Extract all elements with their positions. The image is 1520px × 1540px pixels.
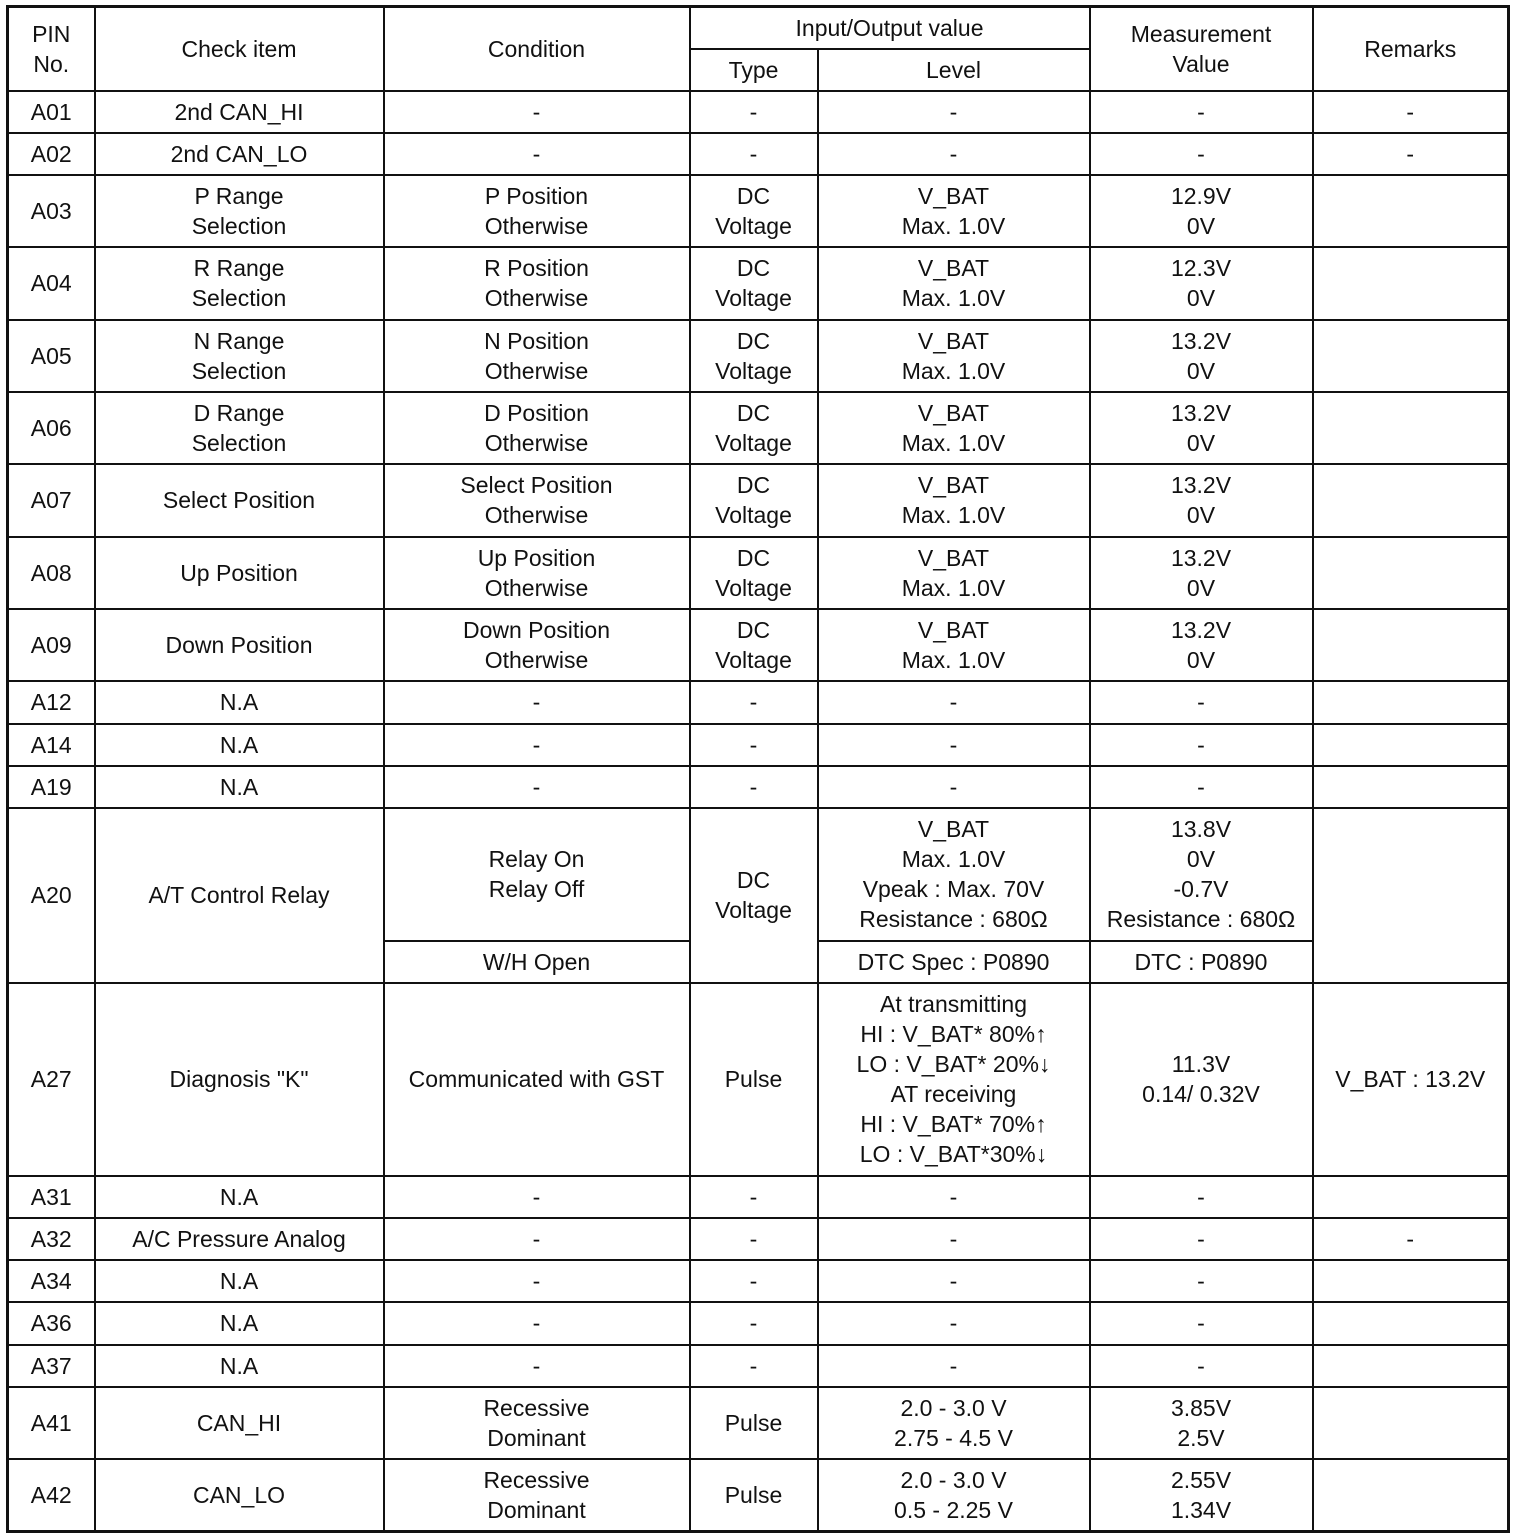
level-cell: - <box>818 1260 1090 1302</box>
measurement-cell: - <box>1090 1176 1313 1218</box>
check-item-cell: CAN_HI <box>95 1387 384 1459</box>
condition-cell: - <box>384 681 690 723</box>
condition-cell: - <box>384 1218 690 1260</box>
measurement-cell: 11.3V 0.14/ 0.32V <box>1090 983 1313 1176</box>
table-row <box>8 1345 1509 1387</box>
measurement-cell: 13.2V 0V <box>1090 609 1313 681</box>
type-cell: DC Voltage <box>690 808 818 983</box>
table-row <box>8 681 1509 723</box>
measurement-cell: 13.8V 0V -0.7V Resistance : 680Ω <box>1090 808 1313 941</box>
remarks-cell <box>1313 1387 1509 1459</box>
header-io-value: Input/Output value <box>690 7 1090 49</box>
remarks-cell <box>1313 609 1509 681</box>
level-cell: 2.0 - 3.0 V 2.75 - 4.5 V <box>818 1387 1090 1459</box>
remarks-cell <box>1313 247 1509 319</box>
remarks-cell <box>1313 681 1509 723</box>
check-item-cell: P Range Selection <box>95 175 384 247</box>
level-cell: - <box>818 1345 1090 1387</box>
remarks-cell: - <box>1313 1218 1509 1260</box>
check-item-cell: N.A <box>95 724 384 766</box>
condition-cell: W/H Open <box>384 941 690 983</box>
check-item-cell: R Range Selection <box>95 247 384 319</box>
level-cell: - <box>818 133 1090 175</box>
check-item-cell: D Range Selection <box>95 392 384 464</box>
type-cell: - <box>690 1345 818 1387</box>
pin-cell: A12 <box>8 681 95 723</box>
remarks-cell <box>1313 392 1509 464</box>
remarks-cell <box>1313 1459 1509 1531</box>
measurement-cell: - <box>1090 1260 1313 1302</box>
measurement-cell: - <box>1090 1345 1313 1387</box>
remarks-cell <box>1313 724 1509 766</box>
pin-check-table <box>6 5 1510 1533</box>
measurement-cell: - <box>1090 1302 1313 1344</box>
condition-cell: Relay On Relay Off <box>384 808 690 941</box>
condition-cell: Up Position Otherwise <box>384 537 690 609</box>
table-row <box>8 766 1509 808</box>
level-cell: - <box>818 1176 1090 1218</box>
remarks-cell <box>1313 320 1509 392</box>
type-cell: DC Voltage <box>690 320 818 392</box>
header-condition: Condition <box>384 7 690 91</box>
check-item-cell: N.A <box>95 1345 384 1387</box>
table-row <box>8 91 1509 133</box>
pin-cell: A32 <box>8 1218 95 1260</box>
remarks-cell: V_BAT : 13.2V <box>1313 983 1509 1176</box>
pin-cell: A36 <box>8 1302 95 1344</box>
table-row <box>8 724 1509 766</box>
remarks-cell <box>1313 1345 1509 1387</box>
type-cell: - <box>690 1260 818 1302</box>
type-cell: DC Voltage <box>690 247 818 319</box>
remarks-cell <box>1313 537 1509 609</box>
condition-cell: R Position Otherwise <box>384 247 690 319</box>
level-cell: V_BAT Max. 1.0V <box>818 320 1090 392</box>
condition-cell: - <box>384 724 690 766</box>
condition-cell: - <box>384 91 690 133</box>
pin-cell: A09 <box>8 609 95 681</box>
type-cell: Pulse <box>690 983 818 1176</box>
remarks-cell <box>1313 1176 1509 1218</box>
type-cell: DC Voltage <box>690 464 818 536</box>
measurement-cell: 3.85V 2.5V <box>1090 1387 1313 1459</box>
measurement-cell: 12.9V 0V <box>1090 175 1313 247</box>
pin-cell: A41 <box>8 1387 95 1459</box>
remarks-cell <box>1313 808 1509 983</box>
check-item-cell: N.A <box>95 1302 384 1344</box>
header-type: Type <box>690 49 818 91</box>
level-cell: - <box>818 1302 1090 1344</box>
table-row <box>8 392 1509 464</box>
pin-cell: A14 <box>8 724 95 766</box>
measurement-cell: 13.2V 0V <box>1090 320 1313 392</box>
measurement-cell: - <box>1090 1218 1313 1260</box>
remarks-cell: - <box>1313 91 1509 133</box>
pin-cell: A02 <box>8 133 95 175</box>
type-cell: - <box>690 1176 818 1218</box>
remarks-cell <box>1313 175 1509 247</box>
table-row-a27 <box>8 983 1509 1176</box>
check-item-cell: N.A <box>95 766 384 808</box>
measurement-cell: 13.2V 0V <box>1090 464 1313 536</box>
check-item-cell: N Range Selection <box>95 320 384 392</box>
condition-cell: D Position Otherwise <box>384 392 690 464</box>
pin-cell: A04 <box>8 247 95 319</box>
type-cell: - <box>690 766 818 808</box>
condition-cell: - <box>384 133 690 175</box>
condition-cell: P Position Otherwise <box>384 175 690 247</box>
measurement-cell: DTC : P0890 <box>1090 941 1313 983</box>
type-cell: DC Voltage <box>690 609 818 681</box>
pin-cell: A19 <box>8 766 95 808</box>
type-cell: - <box>690 133 818 175</box>
condition-cell: Down Position Otherwise <box>384 609 690 681</box>
level-cell: - <box>818 724 1090 766</box>
condition-cell: Recessive Dominant <box>384 1459 690 1531</box>
condition-cell: - <box>384 766 690 808</box>
condition-cell: N Position Otherwise <box>384 320 690 392</box>
type-cell: - <box>690 724 818 766</box>
level-cell: V_BAT Max. 1.0V <box>818 175 1090 247</box>
measurement-cell: - <box>1090 681 1313 723</box>
pin-cell: A37 <box>8 1345 95 1387</box>
measurement-cell: 12.3V 0V <box>1090 247 1313 319</box>
type-cell: Pulse <box>690 1459 818 1531</box>
check-item-cell: A/C Pressure Analog <box>95 1218 384 1260</box>
level-cell: V_BAT Max. 1.0V <box>818 247 1090 319</box>
measurement-cell: - <box>1090 766 1313 808</box>
level-cell: - <box>818 681 1090 723</box>
check-item-cell: N.A <box>95 681 384 723</box>
check-item-cell: 2nd CAN_LO <box>95 133 384 175</box>
level-cell: V_BAT Max. 1.0V <box>818 609 1090 681</box>
condition-cell: - <box>384 1176 690 1218</box>
header-measurement: Measurement Value <box>1090 7 1313 91</box>
check-item-cell: N.A <box>95 1176 384 1218</box>
measurement-cell: 13.2V 0V <box>1090 537 1313 609</box>
remarks-cell: - <box>1313 133 1509 175</box>
table-row-a20 <box>8 808 1509 941</box>
table-row <box>8 1260 1509 1302</box>
pin-cell: A05 <box>8 320 95 392</box>
pin-cell: A42 <box>8 1459 95 1531</box>
level-cell: - <box>818 766 1090 808</box>
type-cell: Pulse <box>690 1387 818 1459</box>
level-cell: V_BAT Max. 1.0V <box>818 464 1090 536</box>
condition-cell: - <box>384 1260 690 1302</box>
table-row <box>8 1302 1509 1344</box>
table-row <box>8 175 1509 247</box>
pin-cell: A01 <box>8 91 95 133</box>
level-cell: DTC Spec : P0890 <box>818 941 1090 983</box>
table-row <box>8 1387 1509 1459</box>
pin-cell: A06 <box>8 392 95 464</box>
check-item-cell: Select Position <box>95 464 384 536</box>
pin-cell: A07 <box>8 464 95 536</box>
level-cell: 2.0 - 3.0 V 0.5 - 2.25 V <box>818 1459 1090 1531</box>
level-cell: - <box>818 91 1090 133</box>
check-item-cell: CAN_LO <box>95 1459 384 1531</box>
header-remarks: Remarks <box>1313 7 1509 91</box>
check-item-cell: Diagnosis "K" <box>95 983 384 1176</box>
type-cell: - <box>690 1218 818 1260</box>
table-row <box>8 1459 1509 1531</box>
header-row-1 <box>8 7 1509 49</box>
pin-cell: A34 <box>8 1260 95 1302</box>
condition-cell: Select Position Otherwise <box>384 464 690 536</box>
measurement-cell: 13.2V 0V <box>1090 392 1313 464</box>
pin-cell: A08 <box>8 537 95 609</box>
level-cell: V_BAT Max. 1.0V Vpeak : Max. 70V Resistance : 680Ω <box>818 808 1090 941</box>
type-cell: - <box>690 681 818 723</box>
table-row <box>8 247 1509 319</box>
type-cell: - <box>690 1302 818 1344</box>
table-row <box>8 609 1509 681</box>
header-level: Level <box>818 49 1090 91</box>
condition-cell: Communicated with GST <box>384 983 690 1176</box>
table-row <box>8 1176 1509 1218</box>
remarks-cell <box>1313 766 1509 808</box>
table-row <box>8 320 1509 392</box>
check-item-cell: Up Position <box>95 537 384 609</box>
pin-cell: A20 <box>8 808 95 983</box>
type-cell: DC Voltage <box>690 175 818 247</box>
check-item-cell: 2nd CAN_HI <box>95 91 384 133</box>
level-cell: V_BAT Max. 1.0V <box>818 392 1090 464</box>
table-row <box>8 133 1509 175</box>
measurement-cell: 2.55V 1.34V <box>1090 1459 1313 1531</box>
check-item-cell: N.A <box>95 1260 384 1302</box>
condition-cell: Recessive Dominant <box>384 1387 690 1459</box>
condition-cell: - <box>384 1345 690 1387</box>
remarks-cell <box>1313 1302 1509 1344</box>
measurement-cell: - <box>1090 724 1313 766</box>
table-row <box>8 464 1509 536</box>
remarks-cell <box>1313 1260 1509 1302</box>
header-pin: PIN No. <box>8 7 95 91</box>
level-cell: - <box>818 1218 1090 1260</box>
type-cell: - <box>690 91 818 133</box>
remarks-cell <box>1313 464 1509 536</box>
condition-cell: - <box>384 1302 690 1344</box>
header-check-item: Check item <box>95 7 384 91</box>
measurement-cell: - <box>1090 91 1313 133</box>
pin-cell: A03 <box>8 175 95 247</box>
check-item-cell: Down Position <box>95 609 384 681</box>
table-row <box>8 1218 1509 1260</box>
type-cell: DC Voltage <box>690 392 818 464</box>
pin-cell: A27 <box>8 983 95 1176</box>
type-cell: DC Voltage <box>690 537 818 609</box>
check-item-cell: A/T Control Relay <box>95 808 384 983</box>
table-row <box>8 537 1509 609</box>
table-body <box>8 91 1509 1532</box>
level-cell: At transmitting HI : V_BAT* 80%↑ LO : V_BAT* 20%↓ AT receiving HI : V_BAT* 70%↑ LO : V_BAT*30%↓ <box>818 983 1090 1176</box>
measurement-cell: - <box>1090 133 1313 175</box>
pin-cell: A31 <box>8 1176 95 1218</box>
level-cell: V_BAT Max. 1.0V <box>818 537 1090 609</box>
